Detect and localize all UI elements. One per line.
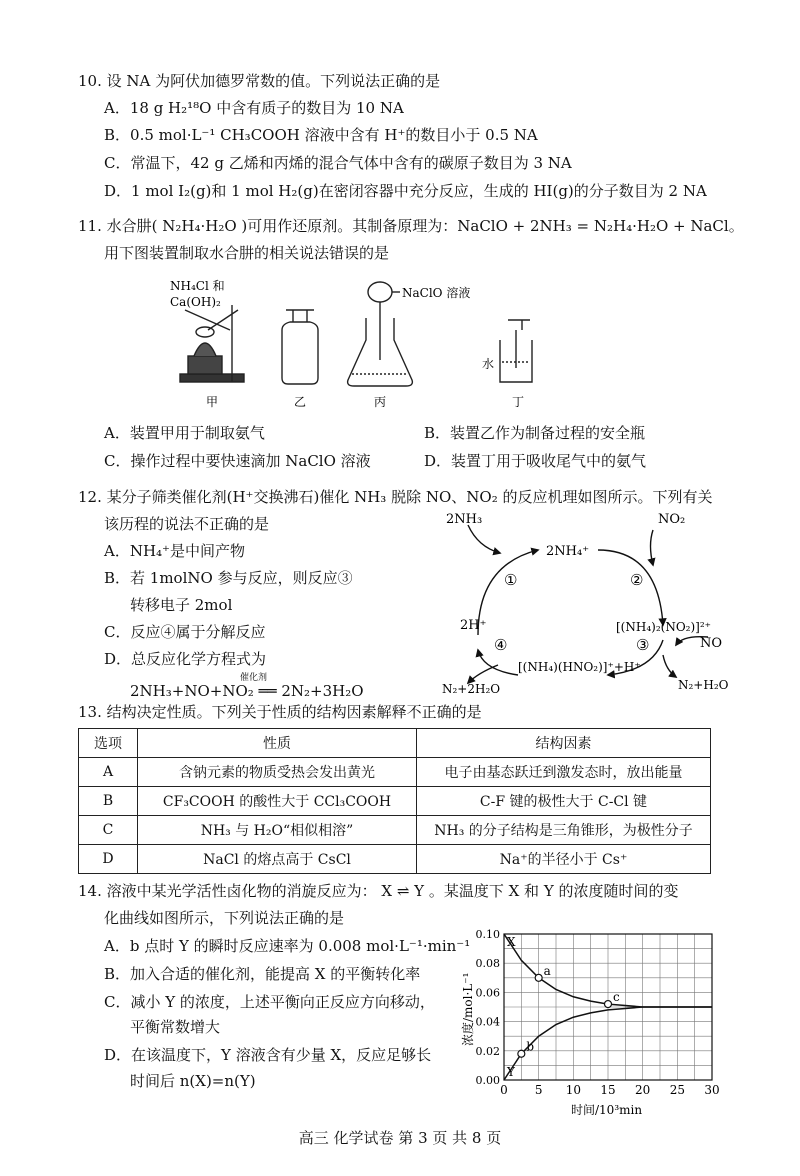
q10-stem: 10. 设 NA 为阿伏加德罗常数的值。下列说法正确的是 — [78, 72, 441, 90]
q12-stem-line2: 该历程的说法不正确的是 — [104, 515, 270, 533]
x-tick-label: 0 — [500, 1083, 508, 1097]
diagram-step4: ④ — [494, 636, 508, 654]
diagram-out2: N₂+H₂O — [678, 678, 729, 692]
apparatus-yi — [282, 310, 318, 384]
apparatus-ding — [500, 320, 532, 382]
point-label-a: a — [543, 963, 551, 978]
q12-option-d: D．总反应化学方程式为 — [104, 650, 267, 668]
table-row — [79, 845, 711, 874]
apparatus-figure — [160, 270, 580, 410]
x-tick-label: 5 — [534, 1083, 543, 1097]
q14-option-c-cont: 平衡常数增大 — [130, 1018, 221, 1036]
chart-xlabel: 时间/10³min — [571, 1103, 643, 1117]
label-bing: 丙 — [374, 395, 387, 409]
table-header-row — [79, 729, 711, 758]
q13-table — [78, 728, 711, 874]
y-tick-label: 0.08 — [475, 957, 500, 971]
label-yi: 乙 — [294, 395, 307, 409]
q13-stem: 13. 结构决定性质。下列关于性质的结构因素解释不正确的是 — [78, 703, 482, 721]
diagram-out1: N₂+2H₂O — [442, 682, 501, 695]
page-footer: 高三 化学试卷 第 3 页 共 8 页 — [298, 1129, 502, 1147]
diagram-h-plus: 2H⁺ — [460, 618, 487, 633]
q12-total-equation: 2NH₃+NO+NO₂ ══ 2N₂+3H₂O — [130, 682, 364, 700]
q12-option-a: A．NH₄⁺是中间产物 — [104, 542, 245, 560]
header-option: 选项 — [79, 729, 138, 758]
x-tick-label: 25 — [669, 1083, 685, 1097]
point-b — [518, 1050, 525, 1057]
reagent-label-1: NH₄Cl 和 — [170, 279, 225, 293]
catalyst-label: 催化剂 — [240, 673, 268, 683]
chart-ylabel: 浓度/mol·L⁻¹ — [461, 972, 475, 1046]
diagram-complex1: [(NH₄)₂(NO₂)]²⁺ — [616, 620, 711, 634]
diagram-step1: ① — [504, 571, 518, 589]
row-d-structure: Na⁺的半径小于 Cs⁺ — [417, 845, 711, 874]
row-a-property: 含钠元素的物质受热会发出黄光 — [138, 758, 417, 787]
diagram-no2: NO₂ — [658, 512, 686, 527]
reagent-label-2: Ca(OH)₂ — [170, 295, 221, 309]
apparatus-jia — [180, 305, 244, 382]
q11-option-a: A．装置甲用于制取氨气 — [104, 424, 265, 442]
q12-stem-line1: 12. 某分子筛类催化剂(H⁺交换沸石)催化 NH₃ 脱除 NO、NO₂ 的反应机理如图所示。下列有关 — [78, 488, 713, 506]
q10-option-a: A．18 g H₂¹⁸O 中含有质子的数目为 10 NA — [104, 99, 404, 117]
q14-option-b: B．加入合适的催化剂，能提高 X 的平衡转化率 — [104, 965, 421, 983]
q14-stem-line1: 14. 溶液中某光学活性卤化物的消旋反应为： X ⇌ Y 。某温度下 X 和 Y 的浓度随时间的变 — [78, 882, 679, 900]
y-tick-label: 0.00 — [475, 1074, 500, 1087]
q14-option-a: A．b 点时 Y 的瞬时反应速率为 0.008 mol·L⁻¹·min⁻¹ — [104, 937, 471, 955]
point-label-c: c — [613, 990, 620, 1005]
q14-option-d-cont: 时间后 n(X)=n(Y) — [130, 1072, 256, 1090]
diagram-step2: ② — [630, 571, 644, 589]
row-d-property: NaCl 的熔点高于 CsCl — [138, 845, 417, 874]
q10-option-b: B．0.5 mol·L⁻¹ CH₃COOH 溶液中含有 H⁺的数目小于 0.5 NA — [104, 126, 538, 144]
series-label-y: Y — [507, 1065, 515, 1079]
diagram-nh4: 2NH₄⁺ — [546, 544, 590, 559]
diagram-step3: ③ — [636, 636, 650, 654]
x-tick-label: 10 — [565, 1083, 581, 1097]
q11-stem-line1: 11. 水合肼( N₂H₄·H₂O )可用作还原剂。其制备原理为：NaClO + 2NH₃ = N₂H₄·H₂O + NaCl。 — [78, 217, 744, 235]
q14-option-c: C．减小 Y 的浓度，上述平衡向正反应方向移动， — [104, 993, 435, 1011]
label-jia: 甲 — [206, 395, 219, 409]
x-tick-label: 15 — [600, 1083, 616, 1097]
q12-option-c: C．反应④属于分解反应 — [104, 623, 266, 641]
y-tick-label: 0.10 — [475, 928, 500, 941]
naclo-label: NaClO 溶液 — [402, 286, 471, 300]
y-tick-label: 0.04 — [475, 1015, 500, 1029]
row-b-option: B — [79, 787, 138, 816]
table-row — [79, 816, 711, 845]
row-c-option: C — [79, 816, 138, 845]
diagram-nh3: 2NH₃ — [446, 512, 483, 527]
diagram-no: NO — [700, 636, 723, 651]
row-b-property: CF₃COOH 的酸性大于 CCl₃COOH — [138, 787, 417, 816]
q14-stem-line2: 化曲线如图所示，下列说法正确的是 — [104, 909, 345, 927]
q14-option-d: D．在该温度下，Y 溶液含有少量 X，反应足够长 — [104, 1046, 432, 1064]
q11-stem-line2: 用下图装置制取水合肼的相关说法错误的是 — [104, 244, 390, 262]
row-a-option: A — [79, 758, 138, 787]
q10-option-c: C．常温下，42 g 乙烯和丙烯的混合气体中含有的碳原子数目为 3 NA — [104, 154, 572, 172]
q11-option-c: C．操作过程中要快速滴加 NaClO 溶液 — [104, 452, 371, 470]
q12-option-b-cont: 转移电子 2mol — [130, 596, 233, 614]
q11-option-d: D．装置丁用于吸收尾气中的氨气 — [424, 452, 647, 470]
label-ding: 丁 — [512, 395, 525, 409]
point-label-b: b — [526, 1039, 535, 1054]
row-c-structure: NH₃ 的分子结构是三角锥形，为极性分子 — [417, 816, 711, 845]
row-a-structure: 电子由基态跃迁到激发态时，放出能量 — [417, 758, 711, 787]
q10-option-d: D．1 mol I₂(g)和 1 mol H₂(g)在密闭容器中充分反应，生成的 HI(g)的分子数目为 2 NA — [104, 182, 707, 200]
table-row — [79, 758, 711, 787]
diagram-complex2: [(NH₄)(HNO₂)]⁺+H⁺ — [518, 660, 641, 674]
y-tick-label: 0.06 — [475, 986, 500, 1000]
concentration-chart — [456, 918, 726, 1118]
point-a — [535, 974, 542, 981]
x-tick-label: 20 — [635, 1083, 651, 1097]
row-c-property: NH₃ 与 H₂O“相似相溶” — [138, 816, 417, 845]
row-b-structure: C-F 键的极性大于 C-Cl 键 — [417, 787, 711, 816]
water-label: 水 — [482, 357, 495, 371]
row-d-option: D — [79, 845, 138, 874]
table-row — [79, 787, 711, 816]
mechanism-diagram — [438, 505, 738, 695]
q11-option-b: B．装置乙作为制备过程的安全瓶 — [424, 424, 646, 442]
point-c — [605, 1001, 612, 1008]
y-tick-label: 0.02 — [475, 1044, 500, 1058]
x-tick-label: 30 — [704, 1083, 720, 1097]
header-property: 性质 — [138, 729, 417, 758]
q12-option-b: B．若 1molNO 参与反应，则反应③ — [104, 569, 353, 587]
series-label-x: X — [507, 935, 516, 949]
header-structure: 结构因素 — [417, 729, 711, 758]
